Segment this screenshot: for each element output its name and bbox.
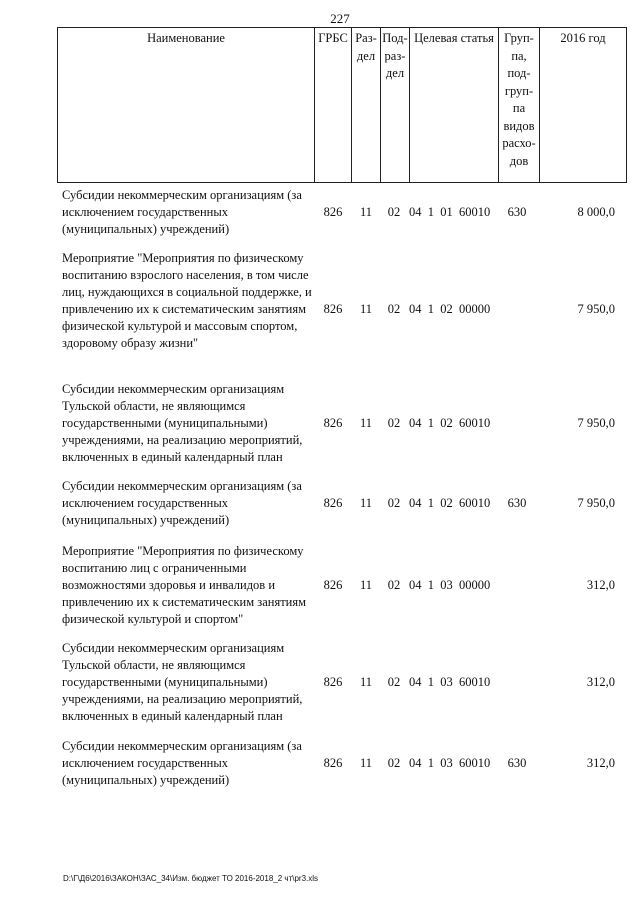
- row-podrazdel: 02: [387, 205, 401, 219]
- table-row: [57, 187, 625, 247]
- header-name: Наименование: [58, 28, 315, 183]
- row-celevaya: 04 1 03 60010: [409, 756, 491, 770]
- row-celevaya: 04 1 03 00000: [409, 578, 491, 592]
- header-gruppa: Груп- па, под- груп- па видов расхо- дов: [499, 28, 540, 183]
- row-sum: 312,0: [586, 756, 615, 770]
- table-header: [57, 27, 627, 183]
- row-sum: 312,0: [586, 675, 615, 689]
- row-celevaya: 04 1 01 60010: [409, 205, 491, 219]
- row-razdel: 11: [359, 675, 373, 689]
- row-gruppa: 630: [507, 756, 527, 770]
- row-name: Субсидии некоммерческим организациям (за исключением государственных (муниципальных) учреждений): [62, 188, 302, 236]
- row-grbs: 826: [323, 205, 343, 219]
- row-name: Субсидии некоммерческим организациям (за исключением государственных (муниципальных) учреждений): [62, 479, 302, 527]
- row-razdel: 11: [359, 416, 373, 430]
- header-podrazdel: Под- раз- дел: [381, 28, 410, 183]
- row-grbs: 826: [323, 416, 343, 430]
- row-podrazdel: 02: [387, 675, 401, 689]
- row-razdel: 11: [359, 205, 373, 219]
- row-grbs: 826: [323, 578, 343, 592]
- row-grbs: 826: [323, 675, 343, 689]
- header-year: 2016 год: [540, 28, 627, 183]
- row-gruppa: 630: [507, 205, 527, 219]
- row-sum: 312,0: [586, 578, 615, 592]
- row-podrazdel: 02: [387, 496, 401, 510]
- table-row: [57, 640, 625, 726]
- row-celevaya: 04 1 02 00000: [409, 302, 491, 316]
- header-grbs: ГРБС: [315, 28, 352, 183]
- row-podrazdel: 02: [387, 416, 401, 430]
- row-celevaya: 04 1 02 60010: [409, 496, 491, 510]
- row-name: Мероприятие "Мероприятия по физическому воспитанию лиц с ограниченными возможностями здоровья и инвалидов и привлечению их к систематическим занятиям физической культурой и спортом": [62, 544, 307, 626]
- row-celevaya: 04 1 03 60010: [409, 675, 491, 689]
- row-razdel: 11: [359, 578, 373, 592]
- row-razdel: 11: [359, 756, 373, 770]
- row-name: Субсидии некоммерческим организациям Тульской области, не являющимся государственными (муниципальными) учреждениями, на реализацию мероприятий, включенных в единый календарный план: [62, 382, 303, 464]
- table-row: [57, 250, 625, 370]
- row-podrazdel: 02: [387, 756, 401, 770]
- table-row: [57, 543, 625, 629]
- row-grbs: 826: [323, 756, 343, 770]
- row-grbs: 826: [323, 496, 343, 510]
- row-podrazdel: 02: [387, 302, 401, 316]
- row-sum: 7 950,0: [577, 496, 615, 510]
- row-grbs: 826: [323, 302, 343, 316]
- row-razdel: 11: [359, 496, 373, 510]
- row-name: Мероприятие "Мероприятия по физическому воспитанию взрослого населения, в том числе лиц, нуждающихся в социальной поддержке, и привлечению их к систематическим занятиям физической культурой и массовым спортом, здоровому образу жизни": [62, 251, 312, 350]
- row-name: Субсидии некоммерческим организациям Тульской области, не являющимся государственными (муниципальными) учреждениями, на реализацию мероприятий, включенных в единый календарный план: [62, 641, 303, 723]
- header-celevaya-statya: Целевая статья: [410, 28, 499, 183]
- file-path-footer: D:\Г\Д6\2016\ЗАКОН\ЗАС_34\Изм. бюджет ТО 2016-2018_2 чт\pr3.xls: [63, 874, 319, 883]
- row-sum: 7 950,0: [577, 302, 615, 316]
- row-razdel: 11: [359, 302, 373, 316]
- header-razdel: Раз- дел: [352, 28, 381, 183]
- table-row: [57, 478, 625, 530]
- row-sum: 8 000,0: [577, 205, 615, 219]
- row-gruppa: 630: [507, 496, 527, 510]
- table-row: [57, 381, 625, 467]
- row-podrazdel: 02: [387, 578, 401, 592]
- page-number: 227: [330, 11, 350, 26]
- table-row: [57, 738, 625, 790]
- row-name: Субсидии некоммерческим организациям (за исключением государственных (муниципальных) учреждений): [62, 739, 302, 787]
- row-sum: 7 950,0: [577, 416, 615, 430]
- row-celevaya: 04 1 02 60010: [409, 416, 491, 430]
